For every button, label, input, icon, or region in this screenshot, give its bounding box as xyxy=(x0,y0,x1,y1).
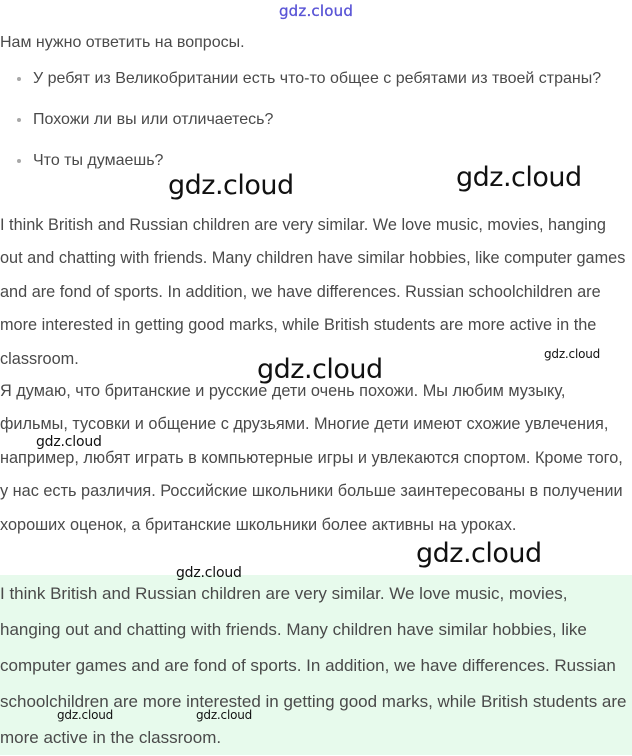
watermark: gdz.cloud xyxy=(168,170,294,201)
watermark: gdz.cloud xyxy=(416,538,542,569)
watermark: gdz.cloud xyxy=(456,162,582,193)
question-text: Похожи ли вы или отличаетесь? xyxy=(33,111,274,128)
watermark: gdz.cloud xyxy=(196,708,253,722)
question-text: Что ты думаешь? xyxy=(33,152,164,169)
questions-list xyxy=(0,62,610,177)
site-logo[interactable] xyxy=(0,2,632,21)
watermark: gdz.cloud xyxy=(257,354,383,385)
list-item xyxy=(0,62,610,95)
site-logo-text: gdz.cloud xyxy=(278,2,354,20)
answer-english: I think British and Russian children are very similar. We love music, movies, hanging out and chatting with friends. Many children have similar hobbies, like computer games and are fond of sports. In addition, we have differences. Russian schoolchildren are more interested in getting good marks, while British students are more active in the classroom. xyxy=(0,216,626,368)
intro-text: Нам нужно ответить на вопросы. xyxy=(0,34,245,51)
watermark: gdz.cloud xyxy=(57,708,114,722)
highlighted-answer: I think British and Russian children are very similar. We love music, movies, hanging out and chatting with friends. Many children have similar hobbies, like computer games and are fond of sports. In addition, we have differences. Russian schoolchildren are more interested in getting good marks, while British students are more active in the classroom. xyxy=(0,584,627,747)
bullet-icon xyxy=(17,77,21,81)
question-text: У ребят из Великобритании есть что-то общее с ребятами из твоей страны? xyxy=(33,70,602,87)
watermark: gdz.cloud xyxy=(176,565,242,581)
bullet-icon xyxy=(17,118,21,122)
watermark: gdz.cloud xyxy=(36,434,102,450)
answer-russian: Я думаю, что британские и русские дети очень похожи. Мы любим музыку, фильмы, тусовки и общение с друзьями. Многие дети имеют схожие увлечения, например, любят играть в компьютерные игры и увлекаются спортом. Кроме того, у нас есть различия. Российские школьники больше заинтересованы в получении хороших оценок, а британские школьники более активны на уроках. xyxy=(0,382,623,534)
list-item xyxy=(0,144,610,177)
bullet-icon xyxy=(17,159,21,163)
watermark: gdz.cloud xyxy=(544,347,601,361)
list-item xyxy=(0,103,610,136)
